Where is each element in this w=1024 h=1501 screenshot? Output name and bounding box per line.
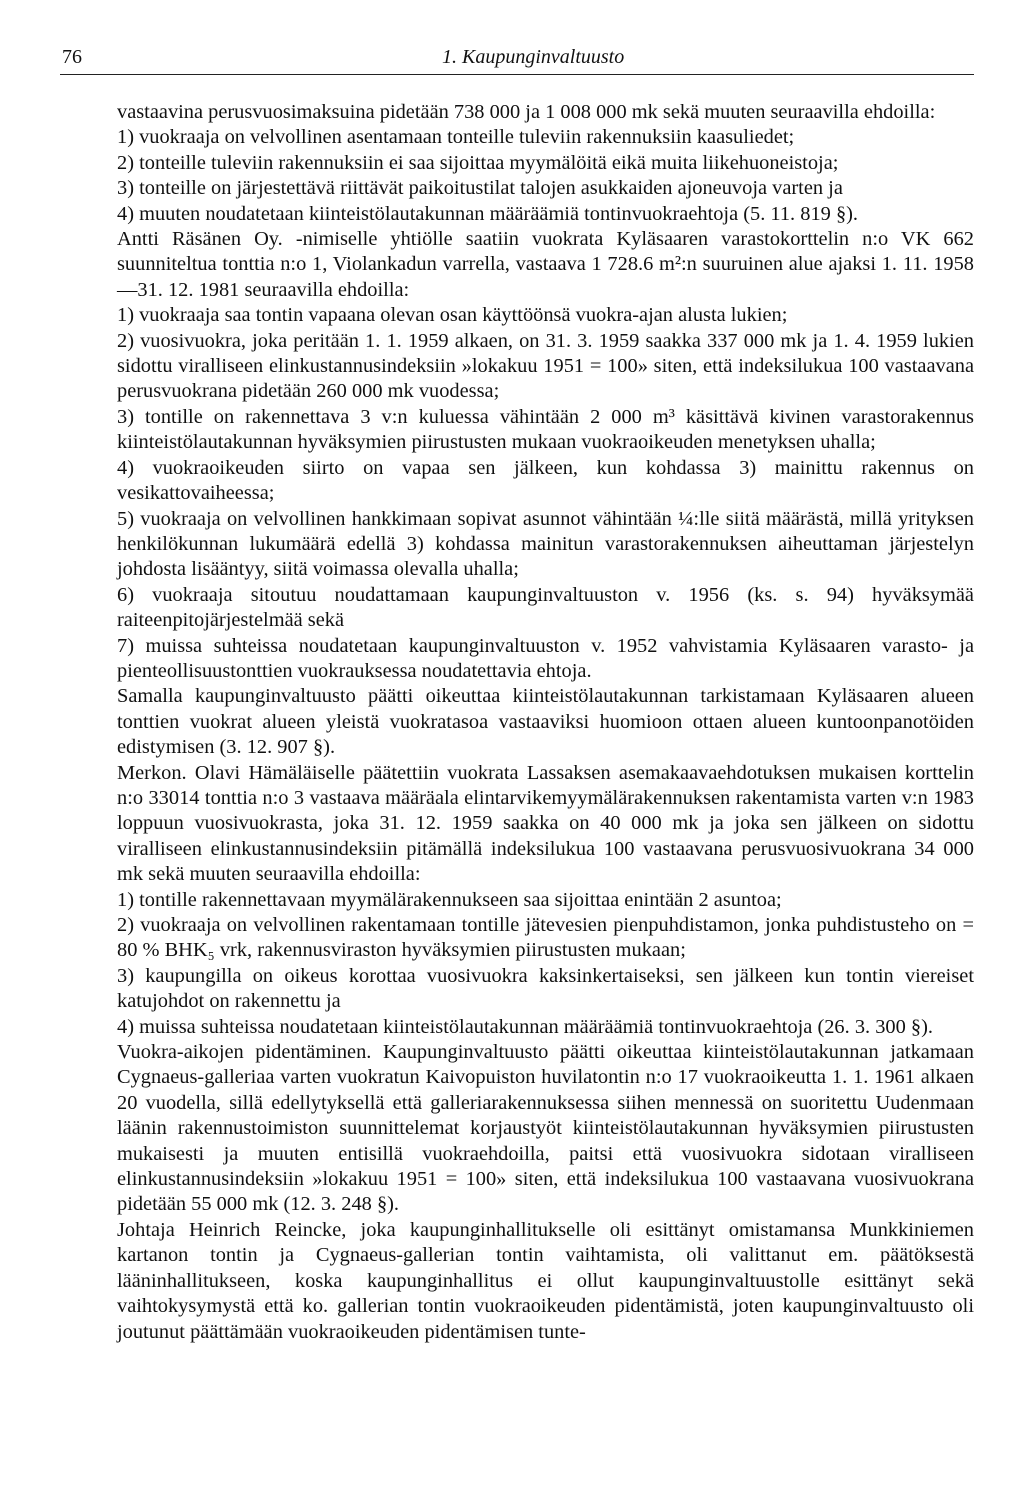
paragraph: 5) vuokraaja on velvollinen hankkimaan sopivat asunnot vähintään ¼:lle siitä määrästä, millä yrityksen henkilökunnan lukumäärä edellä 3) kohdassa mainitun varastorakennuksen aiheuttaman järjestelyn johdosta lisääntyy, siitä voimassa olevalla uhalla; [117, 507, 974, 581]
running-head: 1. Kaupunginvaltuusto [442, 46, 625, 68]
paragraph: 7) muissa suhteissa noudatetaan kaupunginvaltuuston v. 1952 vahvistamia Kyläsaaren varasto- ja pienteollisuustonttien vuokrauksessa noudatettavia ehtoja. [117, 634, 974, 682]
paragraph: 2) vuokraaja on velvollinen rakentamaan tontille jätevesien pienpuhdistamon, jonka puhdistusteho on = 80 % BHK₅ vrk, rakennusviraston hyväksymien piirustusten mukaan; [117, 914, 974, 962]
paragraph: Samalla kaupunginvaltuusto päätti oikeuttaa kiinteistölautakunnan tarkistamaan Kyläsaaren alueen tonttien vuokrat alueen yleistä vuokratasoa vastaaviksi huomioon ottaen alueen kuntoonpanotöiden edistymisen (3. 12. 907 §). [117, 685, 974, 759]
paragraph: 1) tontille rakennettavaan myymälärakennukseen saa sijoittaa enintään 2 asuntoa; [117, 888, 782, 911]
body-text [117, 100, 974, 1345]
paragraph: 2) vuosivuokra, joka peritään 1. 1. 1959 alkaen, on 31. 3. 1959 saakka 337 000 mk ja 1. 4. 1959 lukien sidottu viralliseen elinkustannusindeksiin »lokakuu 1951 = 100» siten, että indeksilukua 100 vastaavana perusvuokrana pidetään 260 000 mk vuodessa; [117, 329, 974, 403]
paragraph: 6) vuokraaja sitoutuu noudattamaan kaupunginvaltuuston v. 1956 (ks. s. 94) hyväksymää raiteenpitojärjestelmää sekä [117, 583, 974, 632]
paragraph: 4) vuokraoikeuden siirto on vapaa sen jälkeen, kun kohdassa 3) mainittu rakennus on vesikattovaiheessa; [117, 456, 974, 505]
paragraph: Johtaja Heinrich Reincke, joka kaupunginhallitukselle oli esittänyt omistamansa Munkkiniemen kartanon tontin ja Cygnaeus-gallerian tontin vaihtamista, oli valittanut em. päätöksestä lääninhallitukseen, koska kaupunginhallitus ei ollut kaupunginvaltuustolle esittänyt sekä vaihtokysymystä että ko. gallerian tontin vuokraoikeuden pidentämistä, joten kaupunginvaltuusto oli joutunut päättämään vuokraoikeuden pidentämisen tunte- [117, 1218, 974, 1343]
page-header [60, 40, 974, 75]
page-number: 76 [62, 46, 82, 68]
paragraph: vastaavina perusvuosimaksuina pidetään 738 000 ja 1 008 000 mk sekä muuten seuraavilla ehdoilla: [117, 101, 936, 123]
paragraph: 3) kaupungilla on oikeus korottaa vuosivuokra kaksinkertaiseksi, sen jälkeen kun tontin viereiset katujohdot on rakennettu ja [117, 964, 974, 1013]
paragraph: 4) muissa suhteissa noudatetaan kiinteistölautakunnan määräämiä tontinvuokraehtoja (26. 3. 300 §). [117, 1015, 933, 1038]
paragraph: 1) vuokraaja on velvollinen asentamaan tonteille tuleviin rakennuksiin kaasuliedet; [117, 126, 795, 149]
paragraph: 1) vuokraaja saa tontin vapaana olevan osan käyttöönsä vuokra-ajan alusta lukien; [117, 304, 788, 327]
paragraph: 3) tonteille on järjestettävä riittävät paikoitustilat talojen asukkaiden ajoneuvoja varten ja [117, 177, 843, 200]
paragraph: 2) tonteille tuleviin rakennuksiin ei saa sijoittaa myymälöitä eikä muita liikehuoneistoja; [117, 151, 839, 174]
paragraph: 3) tontille on rakennettava 3 v:n kuluessa vähintään 2 000 m³ käsittävä kivinen varastorakennus kiinteistölautakunnan hyväksymien piirustusten mukaan vuokraoikeuden menetyksen uhalla; [117, 405, 974, 454]
paragraph: 4) muuten noudatetaan kiinteistölautakunnan määräämiä tontinvuokraehtoja (5. 11. 819 §). [117, 202, 859, 225]
paragraph: Merkon. Olavi Hämäläiselle päätettiin vuokrata Lassaksen asemakaavaehdotuksen mukaisen korttelin n:o 33014 tonttia n:o 3 vastaava määräala elintarvikemyymälärakennuksen rakentamista varten v:n 1983 loppuun vuosivuokrasta, joka 31. 12. 1959 saakka on 40 000 mk ja joka sen jälkeen on sidottu viralliseen elinkustannusindeksiin pitämällä indeksilukua 100 vastaavana perusvuosivuokrana 34 000 mk sekä muuten seuraavilla ehdoilla: [117, 761, 974, 886]
paragraph: Antti Räsänen Oy. -nimiselle yhtiölle saatiin vuokrata Kyläsaaren varastokorttelin n:o VK 662 suunniteltua tonttia n:o 1, Violankadun varrella, vastaava 1 728.6 m²:n suuruinen alue ajaksi 1. 11. 1958—31. 12. 1981 seuraavilla ehdoilla: [117, 228, 974, 301]
paragraph: Vuokra-aikojen pidentäminen. Kaupunginvaltuusto päätti oikeuttaa kiinteistölautakunnan jatkamaan Cygnaeus-galleriaa varten vuokratun Kaivopuiston huvilatontin n:o 17 vuokraoikeutta 1. 1. 1961 alkaen 20 vuodella, sillä edellytyksellä että galleriarakennuksessa siihen mennessä on suoritettu Uudenmaan läänin rakennustoimiston suunnittelemat korjaustyöt kiinteistölautakunnan hyväksymien piirustusten mukaisesti ja muuten entisillä vuokraehdoilla, paitsi että vuosivuokra sidotaan viralliseen elinkustannusindeksiin »lokakuu 1951 = 100» siten, että indeksilukua 100 vastaavana vuosivuokrana pidetään 55 000 mk (12. 3. 248 §). [117, 1041, 974, 1216]
